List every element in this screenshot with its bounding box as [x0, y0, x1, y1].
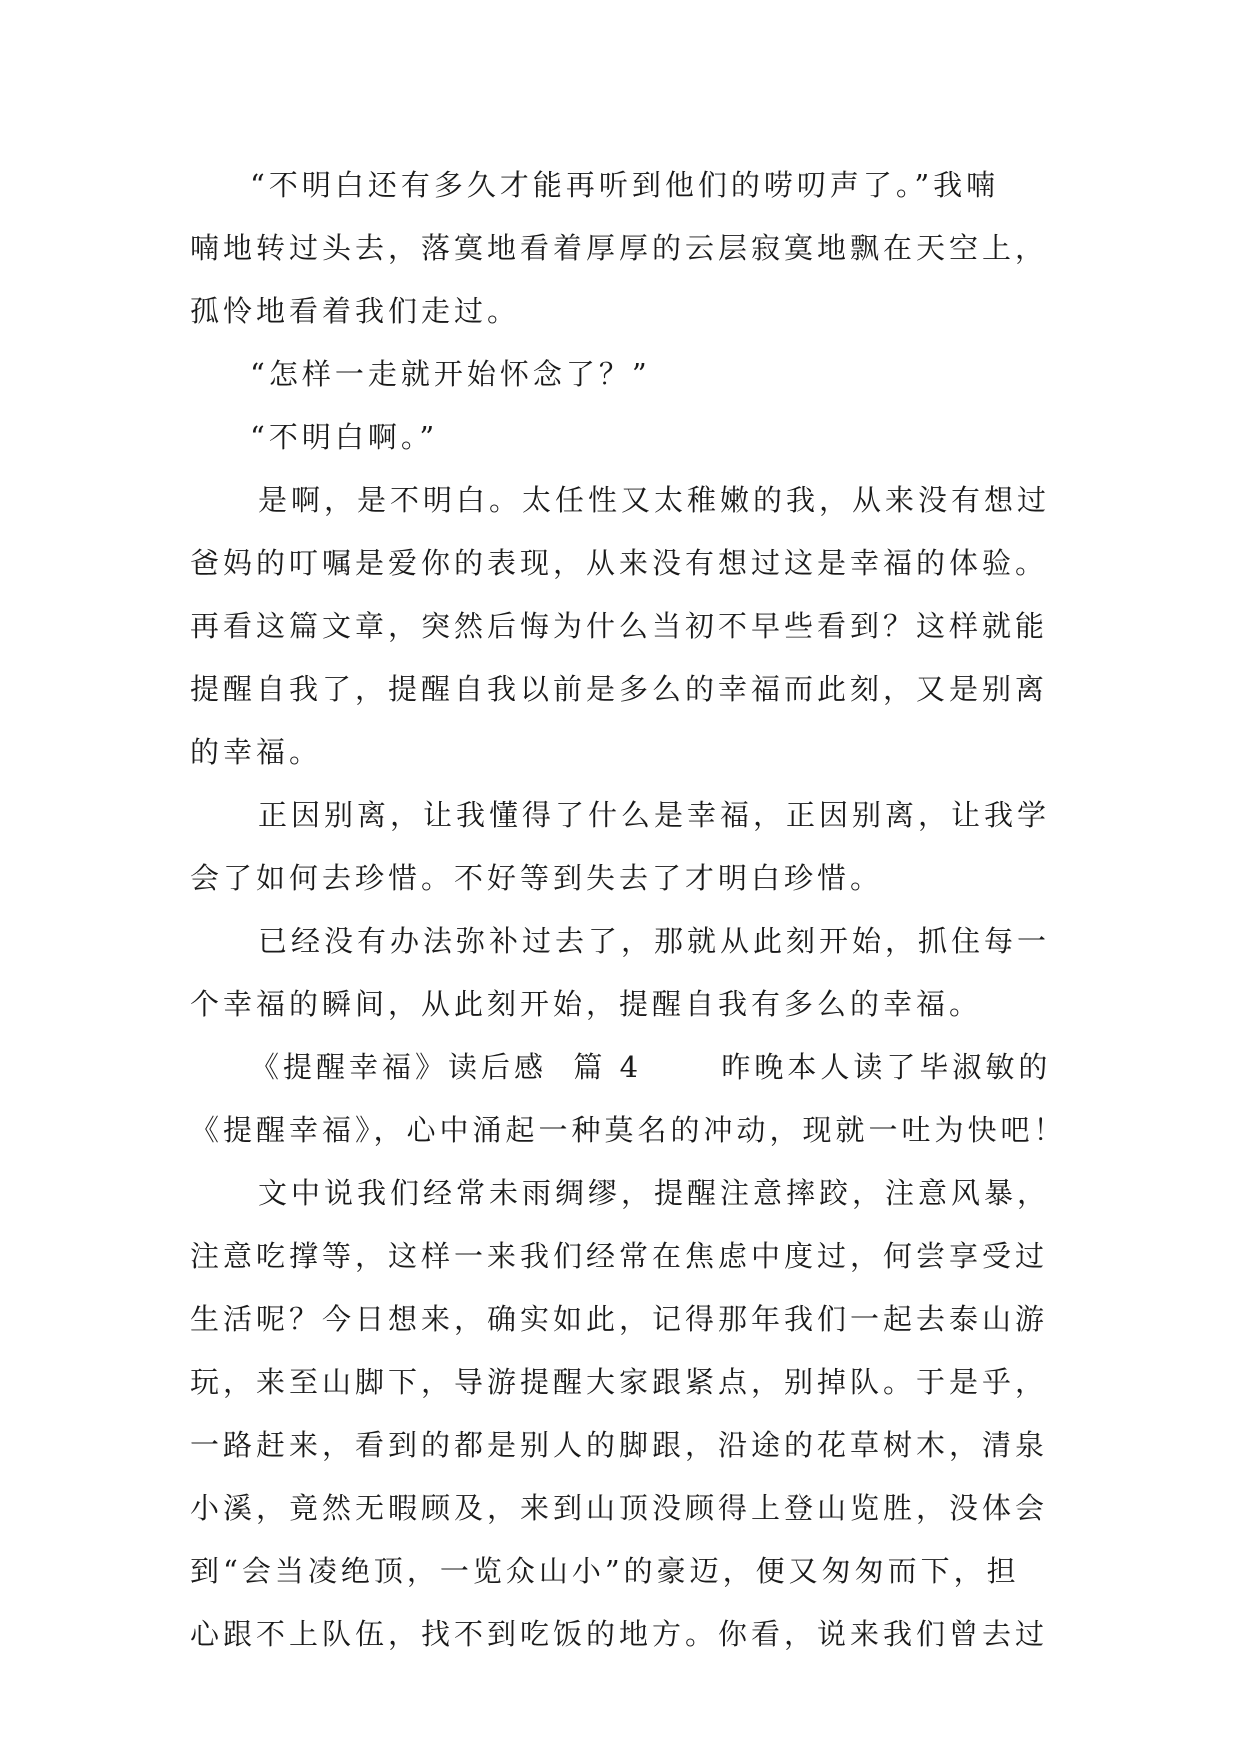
text-line: 玩，来至山脚下，导游提醒大家跟紧点，别掉队。于是乎，	[190, 1365, 1049, 1399]
text-line: 已经没有办法弥补过去了，那就从此刻开始，抓住每一	[258, 924, 1051, 958]
text-line: 心跟不上队伍，找不到吃饭的地方。你看，说来我们曾去过	[190, 1617, 1049, 1651]
text-line: “不明白啊。”	[250, 420, 439, 454]
text-line: 注意吃撑等，这样一来我们经常在焦虑中度过，何尝享受过	[190, 1239, 1049, 1273]
text-line: 文中说我们经常未雨绸缪，提醒注意摔跤，注意风暴，	[258, 1176, 1051, 1210]
section-heading-line: 《提醒幸福》读后感 篇 4 昨晚本人读了毕淑敏的	[250, 1050, 1052, 1084]
text-line: 的幸福。	[190, 735, 323, 769]
text-line: 会了如何去珍惜。不好等到失去了才明白珍惜。	[190, 861, 884, 895]
text-line: 个幸福的瞬间，从此刻开始，提醒自我有多么的幸福。	[190, 987, 983, 1021]
text-line: 再看这篇文章，突然后悔为什么当初不早些看到？这样就能	[190, 609, 1049, 643]
text-line: “不明白还有多久才能再听到他们的唠叨声了。”我喃	[250, 168, 1000, 202]
text-line: 爸妈的叮嘱是爱你的表现，从来没有想过这是幸福的体验。	[190, 546, 1049, 580]
text-line: 是啊，是不明白。太任性又太稚嫩的我，从来没有想过	[258, 483, 1051, 517]
text-line: 《提醒幸福》，心中涌起一种莫名的冲动，现就一吐为快吧！	[190, 1113, 1067, 1147]
text-line: “怎样一走就开始怀念了？”	[250, 357, 651, 391]
text-line: 孤怜地看着我们走过。	[190, 294, 521, 328]
text-line: 正因别离，让我懂得了什么是幸福，正因别离，让我学	[258, 798, 1051, 832]
text-line: 提醒自我了，提醒自我以前是多么的幸福而此刻，又是别离	[190, 672, 1049, 706]
text-line: 到“会当凌绝顶，一览众山小”的豪迈，便又匆匆而下，担	[190, 1554, 1020, 1588]
body-text	[190, 163, 1067, 1675]
text-line: 喃地转过头去，落寞地看着厚厚的云层寂寞地飘在天空上，	[190, 231, 1049, 265]
text-line: 一路赶来，看到的都是别人的脚跟，沿途的花草树木，清泉	[190, 1428, 1049, 1462]
text-line: 小溪，竟然无暇顾及，来到山顶没顾得上登山览胜，没体会	[190, 1491, 1049, 1525]
text-line: 生活呢？今日想来，确实如此，记得那年我们一起去泰山游	[190, 1302, 1049, 1336]
